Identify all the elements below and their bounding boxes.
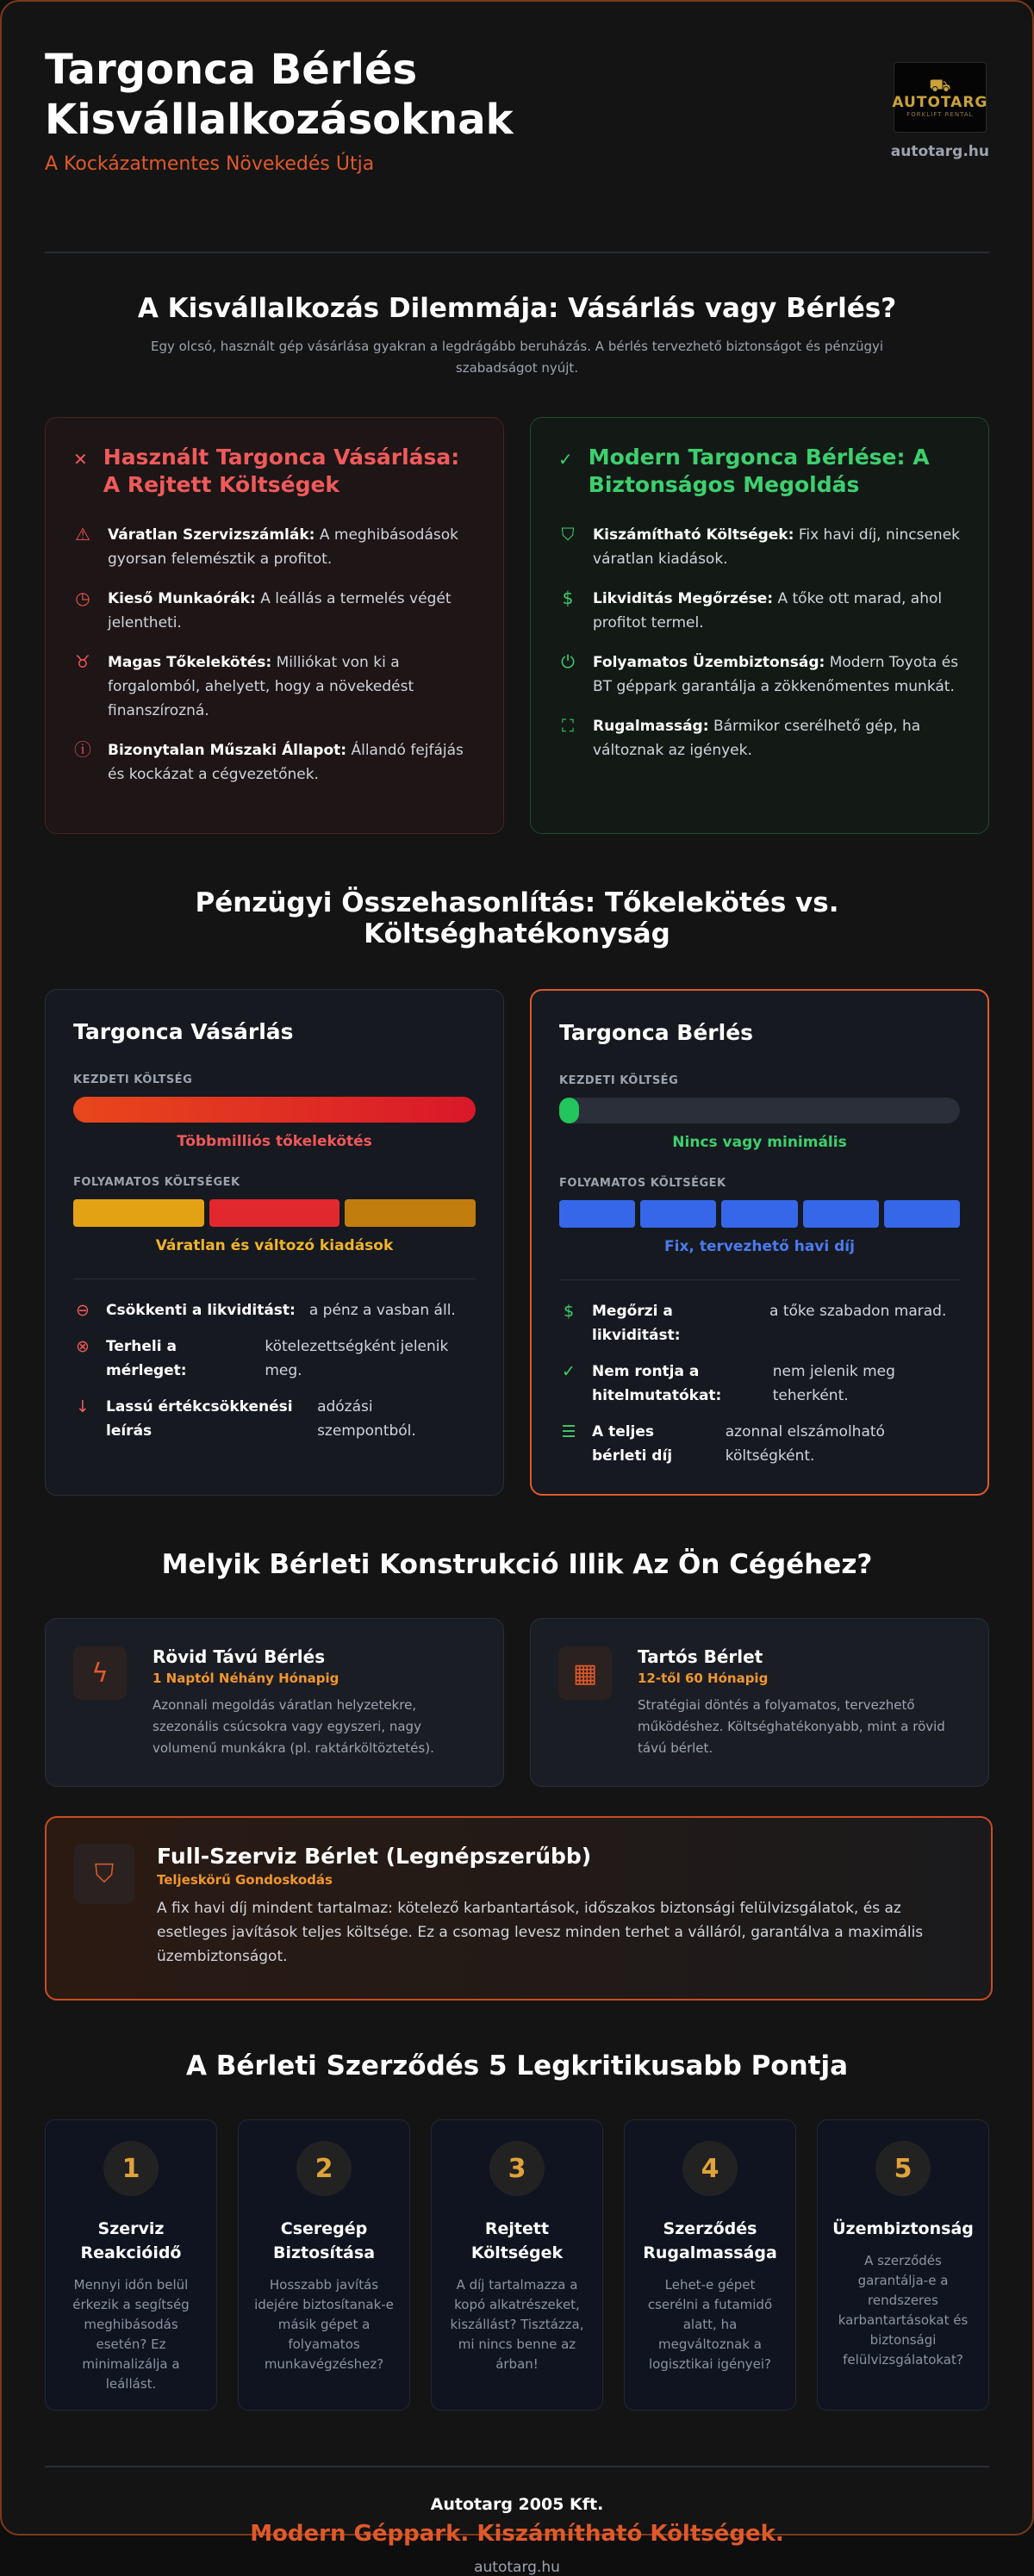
list-item (559, 1420, 960, 1468)
item-text: Állandó fejfájás és kockázat a cégvezetőnek. (108, 742, 464, 783)
initial-cost-caption: Többmilliós tőkelekötés (177, 1133, 372, 1150)
card-subtitle: 12-től 60 Hónapig (638, 1671, 769, 1686)
list-item (73, 1335, 476, 1383)
full-service-card (45, 1816, 993, 2000)
constructions-title: Melyik Bérleti Konstrukció Illik Az Ön Cégéhez? (161, 1549, 873, 1580)
dilemma-desc: Egy olcsó, használt gép vásárlása gyakran a legdrágább beruházás. A bérlés tervezhető biztonságot és pénzügyi szabadságot nyújt. (150, 339, 884, 376)
header (45, 45, 989, 208)
cost-segment (640, 1200, 716, 1228)
initial-cost-fill (73, 1097, 476, 1123)
logo[interactable] (891, 62, 989, 160)
initial-cost-label: KEZDETI KÖLTSÉG (559, 1074, 679, 1087)
ongoing-cost-label: FOLYAMATOS KÖLTSÉGEK (73, 1176, 240, 1189)
scan-icon: ⛶ (562, 715, 574, 736)
dilemma-title: A Kisvállalkozás Dilemmája: Vásárlás vagy Bérlés? (137, 293, 897, 324)
point-card (431, 2119, 603, 2411)
minus-circle-icon: ⊖ (76, 1301, 90, 1320)
point-card (45, 2119, 217, 2411)
list-item (558, 523, 961, 571)
ongoing-cost-label: FOLYAMATOS KÖLTSÉGEK (559, 1177, 726, 1190)
document-icon: ☰ (561, 1422, 576, 1441)
card-title: Tartós Bérlet (638, 1646, 763, 1667)
rent-finance-card (530, 989, 989, 1496)
ongoing-cost-bars (559, 1200, 960, 1228)
logo-text: AUTOTARG (892, 94, 988, 111)
card-desc: A fix havi díj mindent tartalmaz: kötelező karbantartások, időszakos biztonsági felülvizsgálatok, és az esetleges javítások teljes költsége. Ez a csomag levesz minden terhet a válláról, garantálva a maximális üzembiztonságot. (157, 1900, 924, 1965)
rent-benefits-card (530, 417, 989, 834)
list-item (559, 1360, 960, 1408)
warning-icon: ⚠ (75, 524, 90, 544)
point-number: 1 (103, 2141, 159, 2196)
cost-segment (559, 1200, 635, 1228)
list-item (559, 1299, 960, 1347)
buy-risks-title: Használt Targonca Vásárlása: A Rejtett Költségek (103, 445, 460, 497)
item-text: Fix havi díj, nincsenek váratlan kiadások. (593, 526, 960, 568)
item-bold: Bizonytalan Műszaki Állapot: (108, 742, 347, 759)
dilemma-section (45, 293, 989, 834)
cost-segment (803, 1200, 879, 1228)
initial-cost-caption: Nincs vagy minimális (672, 1134, 847, 1151)
list-item (73, 523, 476, 571)
buy-risks-card (45, 417, 504, 834)
card-title: Full-Szerviz Bérlet (Legnépszerűbb) (157, 1844, 592, 1869)
card-subtitle: 1 Naptól Néhány Hónapig (153, 1671, 339, 1686)
item-text: A tőke ott marad, ahol profitot termel. (593, 590, 943, 632)
item-key: Lassú értékcsökkenési leírás (106, 1398, 293, 1440)
point-desc: A szerződés garantálja-e a rendszeres karbantartásokat és biztonsági felülvizsgálatokat? (838, 2253, 969, 2368)
calendar-icon: ▦ (558, 1646, 612, 1700)
item-value: adózási szempontból. (317, 1398, 416, 1440)
power-icon: ⏻ (561, 651, 575, 672)
logo-box (894, 62, 987, 133)
finance-title: Pénzügyi Összehasonlítás: Tőkelekötés vs. Költséghatékonyság (195, 887, 839, 949)
long-term-card (530, 1618, 989, 1787)
point-number: 4 (682, 2141, 738, 2196)
shield-check-icon: ⛉ (74, 1844, 134, 1904)
card-desc: Stratégiai döntés a folyamatos, tervezhető működéshez. Költséghatékonyabb, mint a rövid távú bérlet. (638, 1697, 945, 1756)
item-bold: Rugalmasság: (593, 718, 709, 735)
shield-icon: ⛉ (561, 524, 575, 544)
footer-slogan: Modern Géppark. Kiszámítható Költségek. (250, 2521, 784, 2547)
dollar-icon: $ (563, 1302, 575, 1321)
point-number: 2 (296, 2141, 352, 2196)
point-title: Rejtett Költségek (470, 2219, 564, 2262)
item-bold: Magas Tőkelekötés: (108, 654, 272, 671)
initial-cost-bar (559, 1098, 960, 1123)
item-bold: Kieső Munkaórák: (108, 590, 256, 607)
item-value: nem jelenik meg teherként. (772, 1363, 895, 1404)
cost-segment (884, 1200, 960, 1228)
buy-finance-card (45, 989, 504, 1496)
page-subtitle: A Kockázatmentes Növekedés Útja (45, 153, 375, 175)
ongoing-cost-caption: Váratlan és változó kiadások (155, 1237, 394, 1254)
piggy-bank-icon: ♉ (75, 651, 90, 672)
cost-segment (209, 1199, 340, 1227)
point-card (817, 2119, 989, 2411)
finance-section (45, 887, 989, 1496)
item-text: A meghibásodások gyorsan felemésztik a profitot. (108, 526, 458, 568)
list-item (558, 587, 961, 635)
footer (45, 2466, 989, 2576)
title-line-1: Targonca Bérlés (45, 46, 418, 94)
list-item (73, 738, 476, 787)
x-circle-icon: ⊗ (76, 1337, 90, 1356)
buy-finance-title: Targonca Vásárlás (73, 1019, 294, 1044)
point-number: 5 (875, 2141, 931, 2196)
ongoing-cost-caption: Fix, tervezhető havi díj (664, 1238, 855, 1255)
item-text: Modern Toyota és BT géppark garantálja a zökkenőmentes munkát. (593, 654, 959, 695)
point-title: Szerződés Rugalmassága (643, 2219, 777, 2262)
check-icon: ✓ (558, 449, 573, 470)
cost-segment (721, 1200, 797, 1228)
card-desc: Azonnali megoldás váratlan helyzetekre, szezonális csúcsokra vagy egyszeri, nagy volumenű munkákra (pl. raktárköltöztetés). (153, 1697, 434, 1756)
point-card (624, 2119, 796, 2411)
list-item (73, 587, 476, 635)
points-section (45, 2050, 989, 2411)
card-title: Rövid Távú Bérlés (153, 1646, 326, 1667)
item-text: A leállás a termelés végét jelentheti. (108, 590, 452, 632)
footer-company: Autotarg 2005 Kft. (430, 2495, 604, 2514)
list-item (73, 1395, 476, 1443)
item-bold: Likviditás Megőrzése: (593, 590, 774, 607)
clock-icon: ◷ (75, 588, 90, 608)
item-text: Bármikor cserélhető gép, ha változnak az igények. (593, 718, 921, 759)
arrow-down-icon: ↓ (76, 1397, 90, 1416)
lightning-icon: ϟ (73, 1646, 127, 1700)
list-item (73, 650, 476, 723)
page-title (45, 45, 648, 145)
points-title: A Bérleti Szerződés 5 Legkritikusabb Pontja (185, 2050, 849, 2081)
title-line-2: Kisvállalkozásoknak (45, 96, 514, 144)
item-key: Terheli a mérleget: (106, 1338, 187, 1379)
check-circle-icon: ✓ (562, 1362, 576, 1381)
divider (45, 252, 989, 253)
footer-url[interactable]: autotarg.hu (474, 2559, 560, 2576)
item-key: Nem rontja a hitelmutatókat: (592, 1363, 722, 1404)
item-value: a pénz a vasban áll. (308, 1302, 456, 1319)
point-desc: Mennyi időn belül érkezik a segítség meghibásodás esetén? Ez minimalizálja a leállást. (72, 2277, 190, 2392)
constructions-section (45, 1549, 989, 2000)
point-desc: A díj tartalmazza a kopó alkatrészeket, kiszállást? Tisztázza, mi nincs benne az árban! (450, 2277, 584, 2372)
item-bold: Folyamatos Üzembiztonság: (593, 654, 825, 671)
item-key: Csökkenti a likviditást: (106, 1302, 296, 1319)
point-desc: Lehet-e gépet cserélni a futamidő alatt, ha megváltoznak a logisztikai igényei? (647, 2277, 773, 2372)
cost-segment (345, 1199, 476, 1227)
initial-cost-fill (559, 1098, 579, 1123)
initial-cost-bar (73, 1097, 476, 1123)
point-number: 3 (489, 2141, 545, 2196)
rent-finance-title: Targonca Bérlés (559, 1020, 754, 1045)
divider (559, 1279, 960, 1280)
item-key: Megőrzi a likviditást: (592, 1303, 681, 1344)
logo-url[interactable]: autotarg.hu (890, 143, 989, 160)
x-icon: ✕ (73, 449, 88, 470)
forklift-logo-icon: ⛟ (929, 75, 951, 96)
card-subtitle: Teljeskörű Gondoskodás (157, 1872, 333, 1888)
item-text: Milliókat von ki a forgalomból, ahelyett, hogy a növekedést finanszírozná. (108, 654, 414, 719)
point-desc: Hosszabb javítás idejére biztosítanak-e másik gépet a folyamatos munkavégzéshez? (254, 2277, 394, 2372)
point-title: Cseregép Biztosítása (272, 2219, 376, 2262)
item-value: kötelezettségként jelenik meg. (265, 1338, 449, 1379)
logo-subtext: FORKLIFT RENTAL (906, 111, 974, 118)
item-value: azonnal elszámolható költségként. (725, 1423, 885, 1465)
ongoing-cost-bars (73, 1199, 476, 1227)
item-bold: Váratlan Szervizszámlák: (108, 526, 315, 544)
point-title: Szerviz Reakcióidő (80, 2219, 182, 2262)
initial-cost-label: KEZDETI KÖLTSÉG (73, 1073, 193, 1086)
points-list (45, 2119, 989, 2411)
rent-benefits-title: Modern Targonca Bérlése: A Biztonságos Megoldás (588, 445, 930, 497)
info-icon: ⓘ (74, 739, 91, 760)
dollar-icon: $ (562, 588, 574, 608)
list-item (558, 714, 961, 762)
list-item (558, 650, 961, 699)
list-item (73, 1298, 476, 1322)
point-title: Üzembiztonság (832, 2219, 974, 2238)
item-bold: Kiszámítható Költségek: (593, 526, 794, 544)
item-value: a tőke szabadon marad. (769, 1303, 947, 1320)
short-term-card (45, 1618, 504, 1787)
item-key: A teljes bérleti díj (592, 1423, 673, 1465)
point-card (238, 2119, 410, 2411)
cost-segment (73, 1199, 204, 1227)
